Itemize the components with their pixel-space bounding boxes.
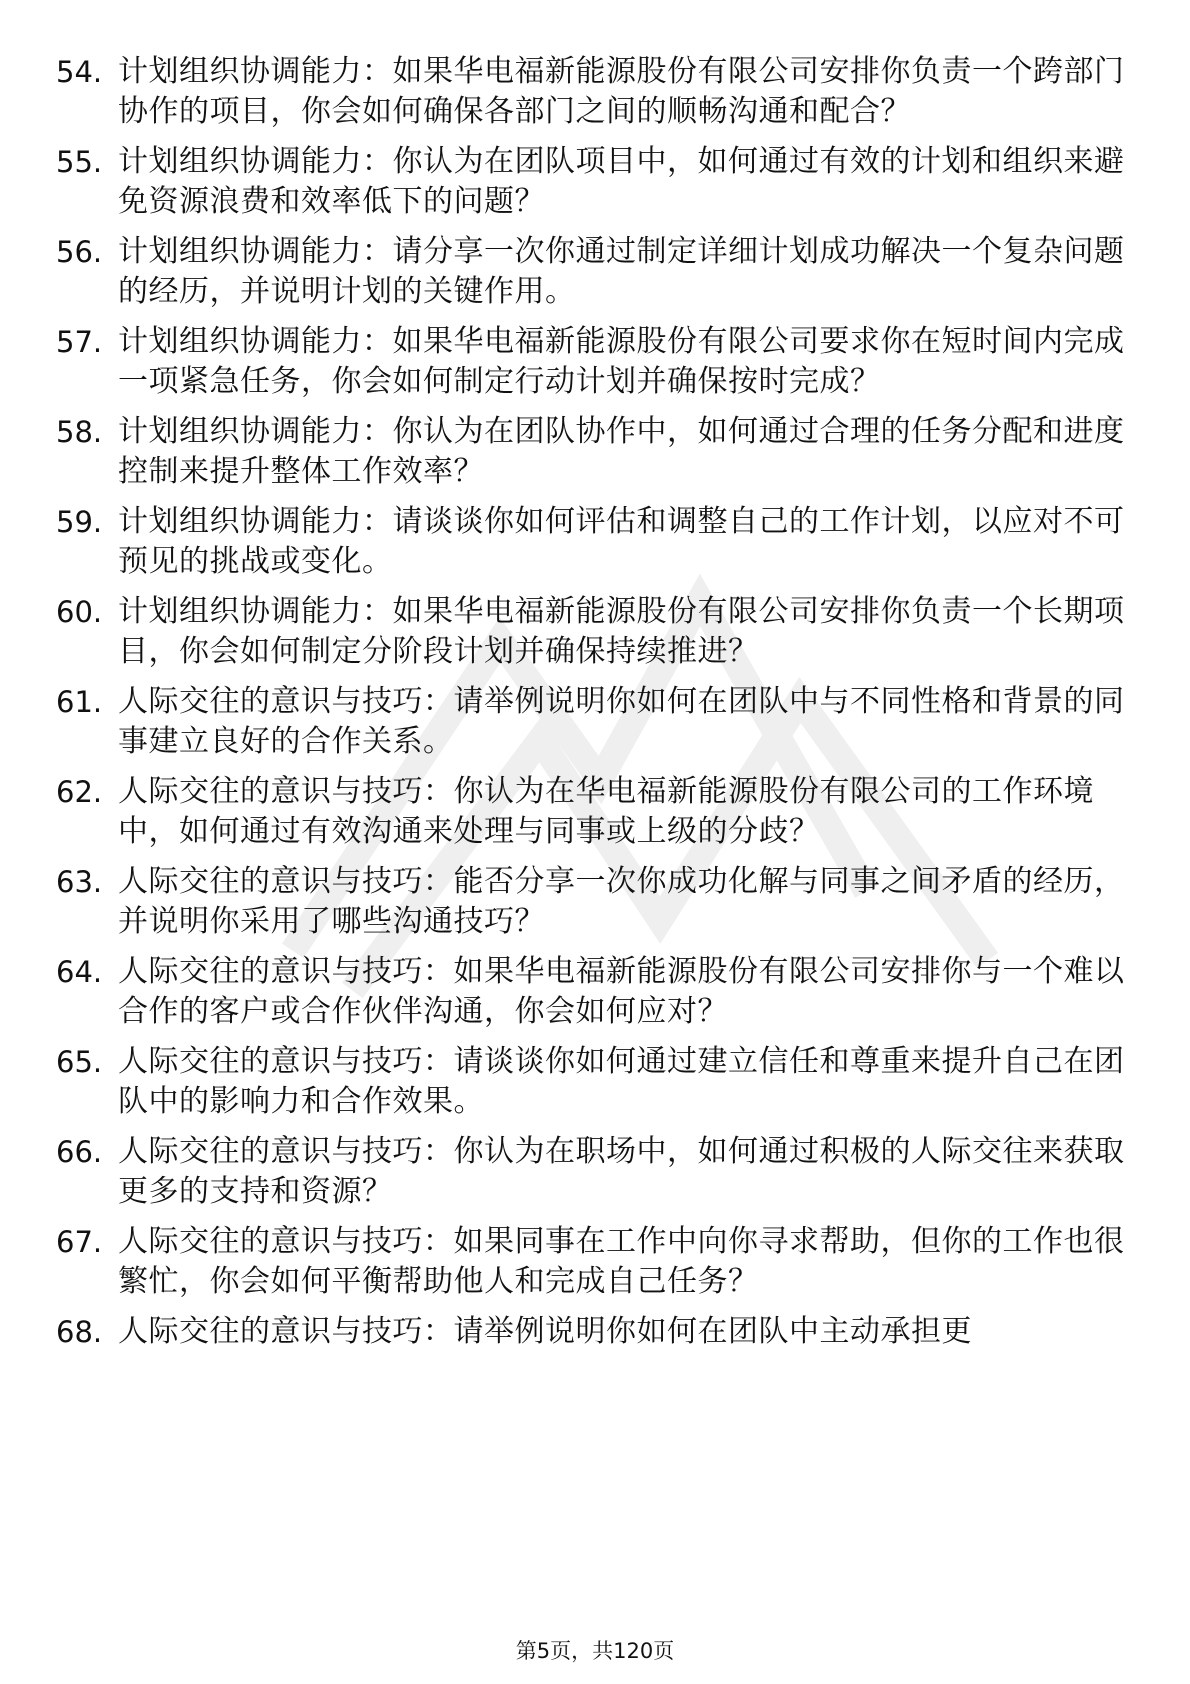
question-item [56,52,1136,132]
question-number: 68. [56,1315,103,1349]
question-number: 67. [56,1225,103,1259]
question-number: 59. [56,505,103,539]
question-number: 62. [56,775,103,809]
question-text: 计划组织协调能力：请分享一次你通过制定详细计划成功解决一个复杂问题的经历，并说明计划的关键作用。 [118,234,1125,309]
question-text: 计划组织协调能力：如果华电福新能源股份有限公司要求你在短时间内完成一项紧急任务，你会如何制定行动计划并确保按时完成？ [118,324,1125,399]
question-text: 计划组织协调能力：你认为在团队项目中，如何通过有效的计划和组织来避免资源浪费和效率低下的问题？ [118,144,1125,219]
question-text: 人际交往的意识与技巧：能否分享一次你成功化解与同事之间矛盾的经历，并说明你采用了哪些沟通技巧？ [118,864,1125,939]
question-text: 计划组织协调能力：如果华电福新能源股份有限公司安排你负责一个长期项目，你会如何制定分阶段计划并确保持续推进？ [118,594,1125,669]
question-item [56,592,1136,672]
question-text: 计划组织协调能力：请谈谈你如何评估和调整自己的工作计划，以应对不可预见的挑战或变化。 [118,504,1125,579]
question-item [56,952,1136,1032]
question-text: 人际交往的意识与技巧：如果同事在工作中向你寻求帮助，但你的工作也很繁忙，你会如何平衡帮助他人和完成自己任务？ [118,1224,1125,1299]
question-number: 65. [56,1045,103,1079]
question-item [56,1312,1136,1352]
question-number: 57. [56,325,103,359]
question-number: 61. [56,685,103,719]
page-number-label: 第5页，共120页 [515,1639,675,1663]
question-list [56,52,1136,1362]
question-item [56,1132,1136,1212]
question-number: 56. [56,235,103,269]
question-item [56,502,1136,582]
question-number: 55. [56,145,103,179]
question-text: 人际交往的意识与技巧：你认为在职场中，如何通过积极的人际交往来获取更多的支持和资源？ [118,1134,1125,1209]
question-number: 63. [56,865,103,899]
question-item [56,142,1136,222]
question-number: 64. [56,955,103,989]
question-item [56,412,1136,492]
question-text: 人际交往的意识与技巧：请谈谈你如何通过建立信任和尊重来提升自己在团队中的影响力和合作效果。 [118,1044,1125,1119]
question-text: 人际交往的意识与技巧：请举例说明你如何在团队中主动承担更 [118,1314,972,1349]
question-text: 人际交往的意识与技巧：你认为在华电福新能源股份有限公司的工作环境中，如何通过有效沟通来处理与同事或上级的分歧？ [118,774,1094,849]
page-footer [0,1637,1190,1665]
question-number: 66. [56,1135,103,1169]
question-text: 人际交往的意识与技巧：请举例说明你如何在团队中与不同性格和背景的同事建立良好的合作关系。 [118,684,1125,759]
question-item [56,322,1136,402]
question-item [56,1042,1136,1122]
question-number: 54. [56,55,103,89]
question-item [56,232,1136,312]
question-text: 计划组织协调能力：如果华电福新能源股份有限公司安排你负责一个跨部门协作的项目，你会如何确保各部门之间的顺畅沟通和配合？ [118,54,1125,129]
question-number: 60. [56,595,103,629]
question-item [56,682,1136,762]
question-item [56,862,1136,942]
question-item [56,1222,1136,1302]
question-item [56,772,1136,852]
question-number: 58. [56,415,103,449]
question-text: 计划组织协调能力：你认为在团队协作中，如何通过合理的任务分配和进度控制来提升整体工作效率？ [118,414,1125,489]
question-text: 人际交往的意识与技巧：如果华电福新能源股份有限公司安排你与一个难以合作的客户或合作伙伴沟通，你会如何应对？ [118,954,1125,1029]
